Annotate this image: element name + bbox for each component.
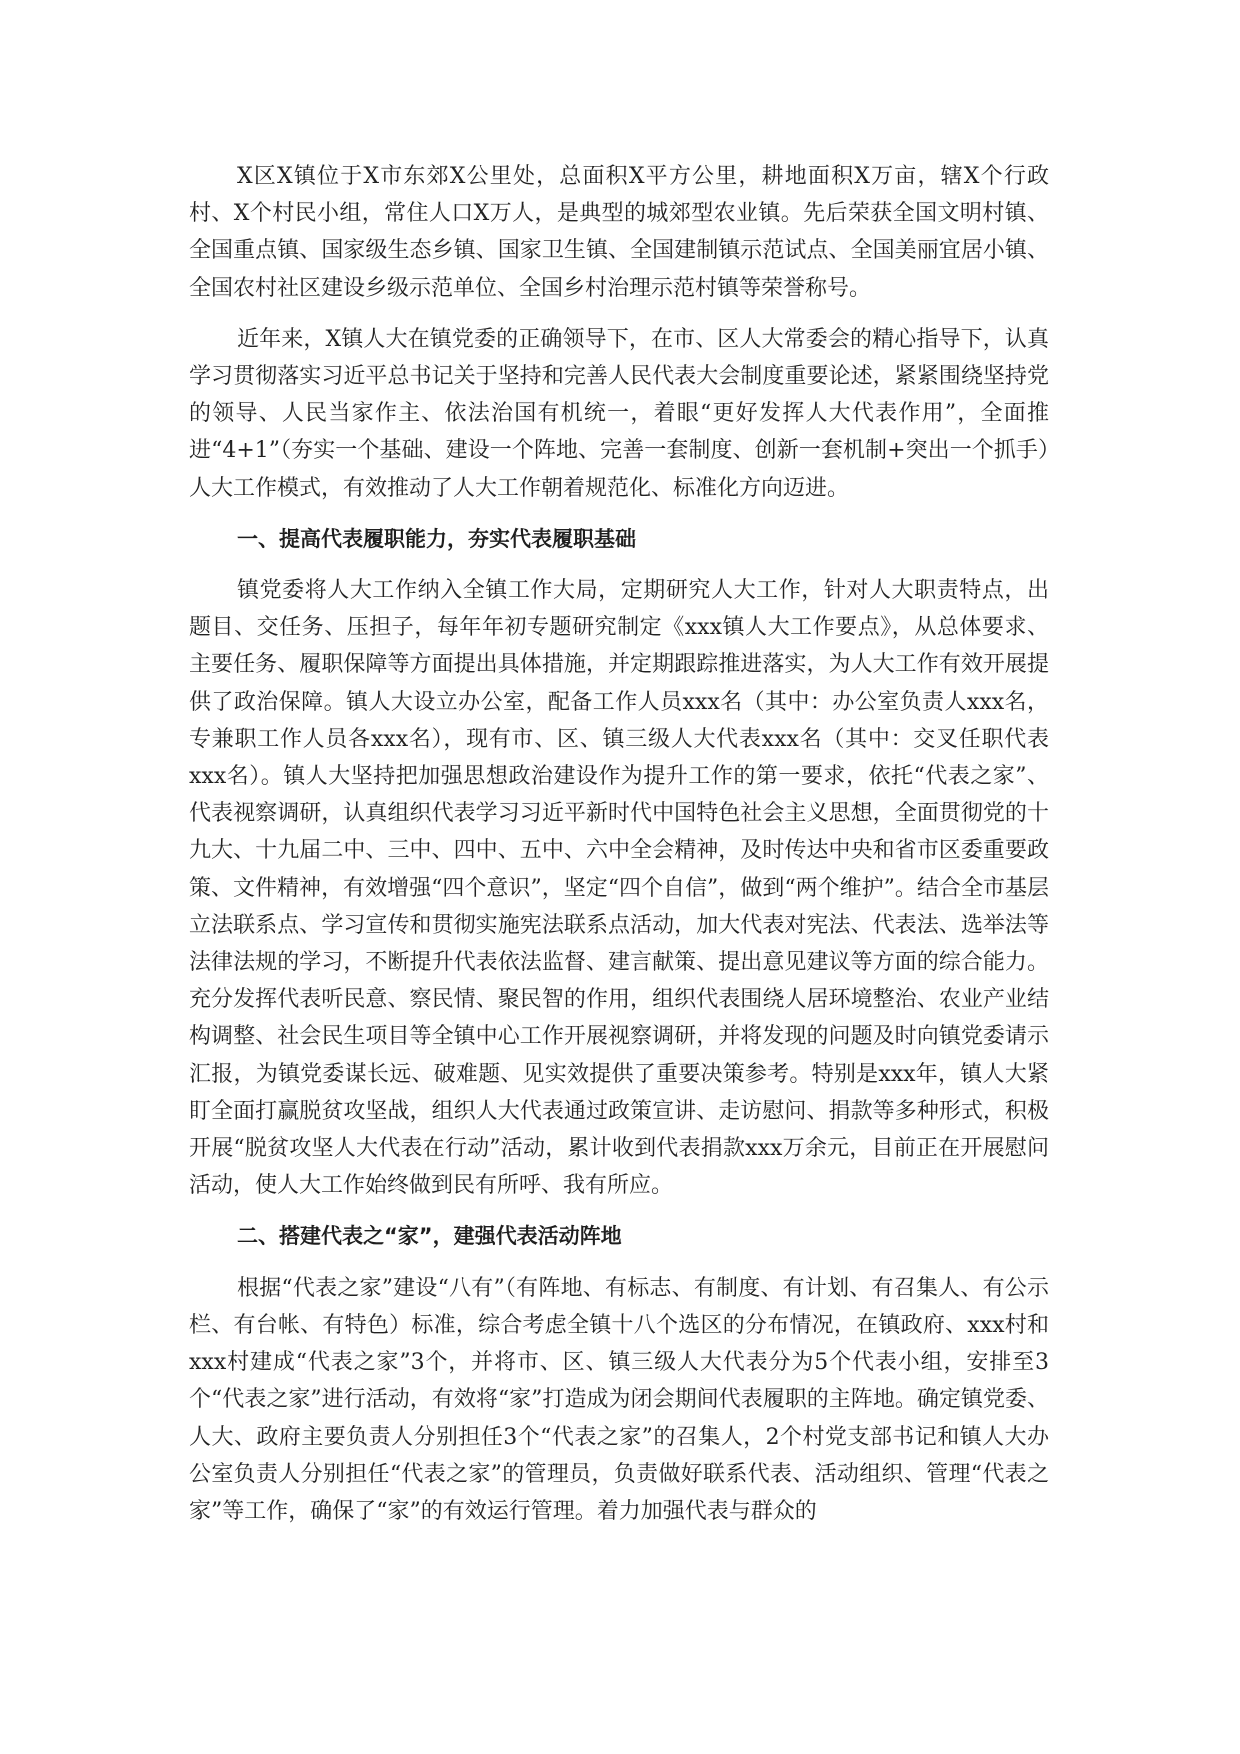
section-heading-1: 一、提高代表履职能力，夯实代表履职基础 <box>237 526 636 551</box>
overview-paragraph: 近年来，X镇人大在镇党委的正确领导下，在市、区人大常委会的精心指导下，认真学习贯彻落实习近平总书记关于坚持和完善人民代表大会制度重要论述，紧紧围绕坚持党的领导、人民当家作主、依法治国有机统一，着眼“更好发挥人大代表作用”，全面推进“4+1”（夯实一个基础、建设一个阵地、完善一套制度、创新一套机制+突出一个抓手）人大工作模式，有效推动了人大工作朝着规范化、标准化方向迈进。 <box>189 326 1049 501</box>
section-heading-2: 二、搭建代表之“家”，建强代表活动阵地 <box>237 1224 622 1249</box>
section-2-paragraph: 根据“代表之家”建设“八有”（有阵地、有标志、有制度、有计划、有召集人、有公示栏、有台帐、有特色）标准，综合考虑全镇十八个选区的分布情况，在镇政府、xxx村和xxx村建成“代表之家”3个，并将市、区、镇三级人大代表分为5个代表小组，安排至3个“代表之家”进行活动，有效将“家”打造成为闭会期间代表履职的主阵地。确定镇党委、人大、政府主要负责人分别担任3个“代表之家”的召集人，2个村党支部书记和镇人大办公室负责人分别担任“代表之家”的管理员，负责做好联系代表、活动组织、管理“代表之家”等工作，确保了“家”的有效运行管理。着力加强代表与群众的 <box>189 1275 1049 1524</box>
section-1-paragraph: 镇党委将人大工作纳入全镇工作大局，定期研究人大工作，针对人大职责特点，出题目、交任务、压担子，每年年初专题研究制定《xxx镇人大工作要点》，从总体要求、主要任务、履职保障等方面提出具体措施，并定期跟踪推进落实，为人大工作有效开展提供了政治保障。镇人大设立办公室，配备工作人员xxx名（其中：办公室负责人xxx名，专兼职工作人员各xxx名），现有市、区、镇三级人大代表xxx名（其中：交叉任职代表xxx名）。镇人大坚持把加强思想政治建设作为提升工作的第一要求，依托“代表之家”、代表视察调研，认真组织代表学习习近平新时代中国特色社会主义思想，全面贯彻党的十九大、十九届二中、三中、四中、五中、六中全会精神，及时传达中央和省市区委重要政策、文件精神，有效增强“四个意识”，坚定“四个自信”，做到“两个维护”。结合全市基层立法联系点、学习宣传和贯彻实施宪法联系点活动，加大代表对宪法、代表法、选举法等法律法规的学习，不断提升代表依法监督、建言献策、提出意见建议等方面的综合能力。充分发挥代表听民意、察民情、聚民智的作用，组织代表围绕人居环境整治、农业产业结构调整、社会民生项目等全镇中心工作开展视察调研，并将发现的问题及时向镇党委请示汇报，为镇党委谋长远、破难题、见实效提供了重要决策参考。特别是xxx年，镇人大紧盯全面打赢脱贫攻坚战，组织人大代表通过政策宣讲、走访慰问、捐款等多种形式，积极开展“脱贫攻坚人大代表在行动”活动，累计收到代表捐款xxx万余元，目前正在开展慰问活动，使人大工作始终做到民有所呼、我有所应。 <box>189 578 1049 1199</box>
document-page <box>189 158 1049 1544</box>
intro-paragraph: X区X镇位于X市东郊X公里处，总面积X平方公里，耕地面积X万亩，辖X个行政村、X个村民小组，常住人口X万人，是典型的城郊型农业镇。先后荣获全国文明村镇、全国重点镇、国家级生态乡镇、国家卫生镇、全国建制镇示范试点、全国美丽宜居小镇、全国农村社区建设乡级示范单位、全国乡村治理示范村镇等荣誉称号。 <box>189 164 1049 301</box>
